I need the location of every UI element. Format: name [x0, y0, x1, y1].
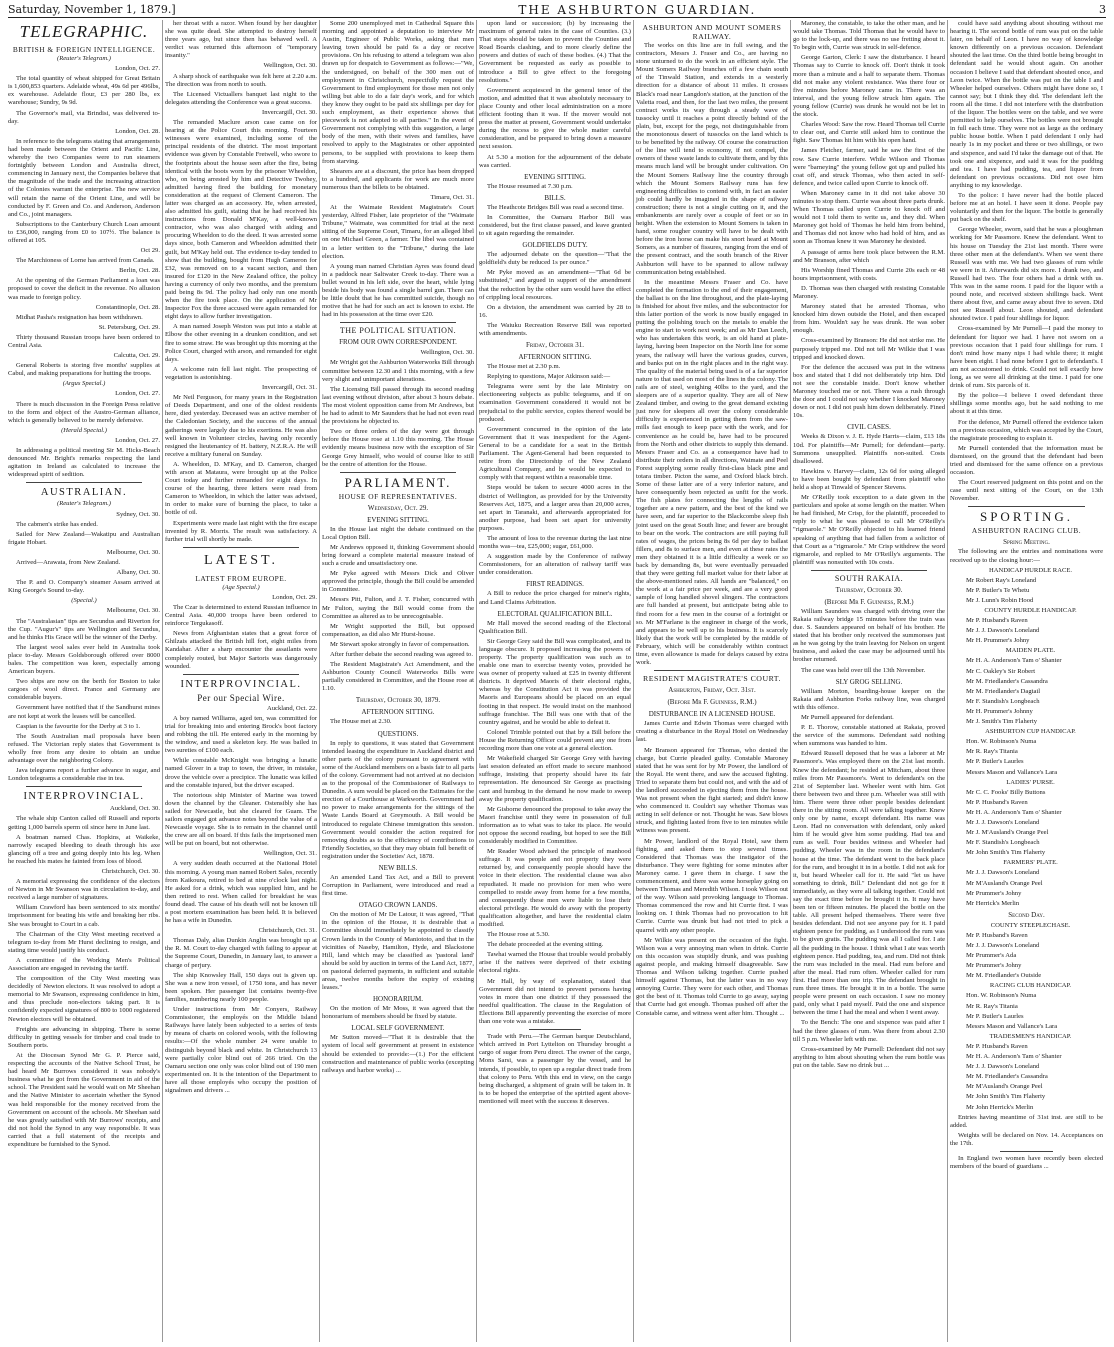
article-paragraph: Mr Hall moved the second reading of the Electoral Qualification Bill. — [479, 619, 631, 635]
newspaper-title: THE ASHBURTON GUARDIAN. — [518, 2, 757, 17]
article-paragraph: A committee of the Working Men's Political Association are engaged in revising the tariff. — [8, 956, 160, 972]
race-entry: Mr F. Standish's Longbeach — [966, 839, 1040, 847]
article-paragraph: Maroney stated that he arrested Thomas, who knocked him down outside the Hotel, and then escaped from him. Wouldn't say he was drunk. He was sober enough. — [793, 303, 945, 335]
race-entry: Mr C. Oakley's Sir Robert — [966, 667, 1036, 675]
article-paragraph: The notorious ship Minister of Marine was towed down the channel by the Gleaner. Ostensibly she has sailed for Newcastle, but she cleared for Guam. The sailors engaged got advance notes beyond the value of a Newcastle voyage. She is to remain in the channel until the crew are all on board. If this fails the imprisoned men will be put on board, but not otherwise. — [165, 791, 317, 848]
section-heading-sporting: SPORTING. — [979, 509, 1074, 525]
sitting-heading: EVENING SITTING. — [524, 172, 586, 181]
article-paragraph: Mr Stewart spoke strongly in favor of compensation. — [330, 640, 470, 648]
dateline: Wellington, Oct. 30. — [263, 62, 317, 70]
dateline: St. Petersburg, Oct. 29. — [98, 323, 160, 331]
article-paragraph: For the defence the accused was put in the witness box and stated that I did not deliberately trip him. Did not see the constable inside. Don't know whether Maroney touched me or not. There was a rush through the door and I could not say whether I knocked Maroney down or not. I did not push him down deliberately. Fined 10s. — [793, 363, 945, 420]
article-paragraph: A. Wheeldon, D. M'Kay, and D. Cameron, charged with arson at Mataura, were brought up at the Police Court today and further remanded for eight days. In course of the hearing, three letters were read from Cameron to Wheeldon, in which the latter was advised, in order to make sure of burning the place, to take a bottle of oil. — [165, 460, 317, 517]
race-entry: Hon. W. Robinson's Numa — [966, 992, 1037, 1000]
dateline: Christchurch, Oct. 30. — [101, 867, 160, 875]
meeting-heading: Second Day. — [1008, 910, 1045, 919]
article-paragraph: Some 200 unemployed met in Cathedral Square this morning and appointed a deputation to interview Mr Austin, Engineer of Public Works, asking that men leaving town should be paid 6s a day or receive provisions. On his refusing to attend a telegram was also drawn up for despatch to Government as follows:—"We, the undersigned, on behalf of the 300 men out of employment in Christchurch, respectfully request the Government to find employment for those men not only willing but able to do a fair day's work, and for which they know they ought to be paid six shillings per day for such employment, as their experience shows that piecework is not adapted to all parties." In the event of Government not complying with this suggestion, a large body of the men, with their wives and families, have resolved to apply to the Magistrates or other appointed persons, to be supplied with provisions to keep them from starving. — [322, 20, 474, 165]
article-paragraph: Thomas Daly, alias Dunkin Anglin was brought up at the R. M. Court to-day charged with failing to appear at the Supreme Court, Dunedin, in January last, to answer a charge of perjury. — [165, 937, 317, 969]
topic-heading: NEW BILLS. — [378, 863, 418, 872]
article-paragraph: A young man named Christian Ayres was found dead in a paddock near Saltwater Creek to-day. There was a bullet wound in his left side, over the heart, while lying beside his body was found a single barrel gun. There can be little doubt that he has committed suicide, though no motive that he had for such an act is known to exist. He had in his possession at the time over £20. — [322, 262, 474, 319]
article-paragraph: The total quantity of wheat shipped for Great Britain is 1,600,853 quarters. Adelaide wheat, 49s 6d per 496lbs, ex warehouse. Adelaide flour, £3 per 280 lbs, ex warehouse; Sundry, 9s 9d. — [8, 75, 160, 107]
race-entry: Mr Prummer's Johny — [966, 889, 1022, 897]
sitting-date: Wednesday, Oct. 29. — [367, 503, 429, 512]
article-paragraph: The amount of loss to the revenue during the last nine months was—tea, £25,000; sugar, £61,000. — [479, 534, 631, 551]
race-entry: Mr Herrick's Merlin — [966, 899, 1020, 907]
topic-heading: OTAGO CROWN LANDS. — [358, 901, 438, 910]
meeting-heading: Spring Meeting. — [1003, 538, 1050, 547]
race-entries-day-2 — [950, 922, 1103, 1112]
source-line: (Argus Special.) — [62, 380, 106, 388]
article-paragraph: At the Waimate Resident Magistrate's Court yesterday, Alfred Fisher, late proprietor of the "Waimate Tribune," Waimate, was committed for trial at the next sitting of the Supreme Court, Timaru, for an alleged libel on one Michael Green, a farmer. The libel was contained in a letter written to the "Tribune," during the late election. — [322, 204, 474, 260]
article-paragraph: The Marchioness of Lorne has arrived from Canada. — [16, 257, 155, 265]
topic-heading: LOCAL SELF GOVERNMENT. — [351, 1024, 445, 1033]
article-paragraph: Telegrams were sent by the late Ministry on electioneering subjects as public telegrams, and if on examination Government considered it would not be prejudicial to the public service, copies thereof would be produced. — [479, 383, 631, 423]
race-entry: Mr R. Ray's Titania — [966, 1002, 1018, 1010]
dateline: London, Oct. 29. — [272, 593, 317, 601]
dateline: Calcutta, Oct. 29. — [113, 352, 160, 360]
court-bench: (Before Mr F. Guinness, R.M.) — [667, 698, 757, 707]
article-paragraph: her throat with a razor. When found by her daughter she was quite dead. She attempted to destroy herself three years ago, but since then has behaved well. A verdict was returned this afternoon of "temporary insanity." — [165, 20, 317, 60]
article-paragraph: When Maroney came in it did not take above 30 minutes to stop them. Currie was about three parts drunk. When Thomas called upon Currie to knock off and would not I told them to write us, and they did. When Maroney got hold of Thomas he held him from behind, and Thomas did not know who had hold of him, and as soon as Thomas knew it was Maroney he desisted. — [793, 189, 945, 246]
section-divider — [811, 570, 927, 571]
article-paragraph: In Committee, the Oamaru Harbor Bill was considered, but the first clause passed, and leave granted to sit again regarding the remainder. — [479, 213, 631, 238]
article-paragraph: The Licensed Victuallers banquet last night to the delegates attending the Conference was a great success. — [165, 90, 317, 106]
article-paragraph: Mr Neil Ferguson, for many years in the Registration of Deeds Department, and one of the oldest residents here, died yesterday. Deceased was an active member of the Caledonian Society, and the success of the annual gatherings were largely due to his exertions. He was also well known in Volunteer circles, having only recently resigned the lieutenantcy of H. battery, N.Z.R.A. He will receive a military funeral on Sunday. — [165, 394, 317, 458]
dateline: Albany, Oct. 30. — [116, 569, 160, 577]
masthead — [8, 2, 1106, 18]
section-divider — [968, 506, 1085, 507]
article-paragraph: At the opening of the German Parliament a loan was proposed to cover the deficit in the revenue. No allusion was made to foreign policy. — [8, 277, 160, 301]
column-3 — [320, 20, 477, 1342]
article-paragraph: A sharp shock of earthquake was felt here at 2.20 a.m. The direction was from north to south. — [165, 72, 317, 88]
race-title: TRADESMEN'S HANDICAP. — [989, 1032, 1072, 1040]
race-entry: Mr J. J. Dawson's Loneland — [966, 818, 1040, 826]
race-entry: Mr Robert Ray's Loneland — [966, 576, 1037, 584]
article-paragraph: D. Thomas was then charged with resisting Constable Maroney. — [793, 284, 945, 300]
article-paragraph: Mr Branson appeared for Thomas, who denied the charge, but Currie pleaded guilty. Constable Maroney stated that he was sent for by Mr Power, the landlord of the Royal. He went there, and saw the accused fighting. Tried to separate them but could not, and with the aid of the landlord succeeded in ejecting them from the house. Was not present when the fight started; and didn't know who commenced it. Couldn't say whether Thomas was acting in self defence or not. Thought he was. Saw blows struck, and fighting lasted from five to ten minutes while witness was present. — [636, 746, 788, 835]
article-paragraph: Mr Pyke moved as an amendment—"That 6d be substituted," and argued in support of the amendment that the reduction by the other sum would have the effect of crippling local resources. — [479, 269, 631, 301]
article-paragraph: Maroney, the constable, to take the other man, and he would take Thomas. Told Thomas that he would have to go to the lock-up, and there was no use fretting about it. To begin with, Currie was struck in self-defence. — [793, 20, 945, 52]
article-paragraph: The Czar is determined to extend Russian influence in Central Asia. 40,000 troops have been ordered to reinforce Tergukasoff. — [165, 604, 317, 628]
page-number: 3 — [1098, 3, 1106, 16]
column-4 — [477, 20, 634, 1342]
race-entry: Mr M. Friedlander's Cassandra — [966, 677, 1048, 685]
article-paragraph: The Heathcote Bridges Bill was read a second time. — [487, 203, 624, 211]
article-paragraph: Mr Gisborne denounced the proposal to take away the Maori franchise until they were in possession of full information as to what was to take its place. He would not oppose the second reading, but hoped to see the Bill considerably modified in Committee. — [479, 805, 631, 846]
section-divider — [529, 1029, 581, 1030]
case-heading: SLY GROG SELLING. — [835, 677, 903, 686]
article-paragraph: Mr Power, landlord of the Royal Hotel, saw them fighting, and asked them to stop several times. Considered that Thomas was the instigator of the disturbance. They were fighting for some minutes after Maroney came. I gave them in charge. I saw the commencement, and there was some horseplay going on between Thomas and Meredith Wilson. I took Wilson out of the way. Wilson said provoking language to Thomas. Thomas commenced the row and hit Currie first. I was looking on. I think Thomas had no provocation to hit Currie. Currie was drunk but had not tried to pick a quarrel with any other people. — [636, 837, 788, 934]
article-paragraph: Experiments were made last night with the fire escape invented by R. Morris. The result was satisfactory. A further trial will shortly be made. — [165, 519, 317, 543]
article-paragraph: Mr Pyke agreed with Messrs Dick and Oliver approved the principle, though the Bill could be amended in Committee. — [322, 570, 474, 594]
source-line: (Reuter's Telegram.) — [57, 55, 111, 62]
source-line: (Herald Special.) — [61, 426, 107, 434]
column-1 — [6, 20, 163, 1342]
article-paragraph: Sir George Grey said the Bill was complicated, and its language obscure. It proposed increasing the powers of property. The property qualification was such as to enable one man to exercise twenty votes, provided he was owner of property valued at £25 in twenty different districts. It deprived Maoris of their electoral rights, whereas by the Constitution Act it was provided the Maoris and Europeans should be placed on an equal footing in that respect. He would insist on the manhood suffrage franchise. The Bill was one with that of the country against, and he would be able to defeat it. — [479, 637, 631, 726]
article-paragraph: Caspian is the favourite for the Derby at 3 to 1. — [16, 722, 141, 730]
race-entry: Mr P. Butler's Te Whetu — [966, 586, 1030, 594]
article-paragraph: The Resident Magistrate's Act Amendment, and the Ashburton County Council Waterworks Bills were partially considered in Committee, and the House rose at 1.10. — [322, 661, 474, 693]
article-paragraph: The House resumed at 7.30 p.m. — [487, 182, 573, 190]
section-subheading: LATEST FROM EUROPE. — [195, 573, 287, 583]
section-heading-australian: AUSTRALIAN. — [40, 487, 128, 499]
article-paragraph: could have said anything about shouting without me hearing it. The second bottle of rum was put on the table later, on behalf of Leon. I have no way of knowledge known differently on a previous occasion. Defendant shouted the last time. On the third bottle being brought in defendant said he would shout again. On another occasion I believe I said that defendant shouted once, and Leon twice. When the bottle was put on the table I and Wheeler helped ourselves. Others might have done so, I cannot say; but I think they did. The defendant left the room all the time. I did not interfere with the distribution of the liquor. The bottles were on the table, and we were permitted to help ourselves. The bottles were not brought in full each time. They were not as large as the ordinary public house bottle. When I paid defendant I only had nearly 1s in my pocket and three or two shillings, or two and sixpence, and said I'd take the damage out of that. He took one and sixpence, and said it was for the pudding and tea. I have had pudding, tea, and liquor from defendant on previous occasions. Did not owe him anything to my knowledge. — [950, 20, 1103, 189]
article-paragraph: Mr Wright got the Ashburton Waterworks Bill through committee between 12.30 and 1 this morning, with a few very slight and unimportant alterations. — [322, 359, 474, 383]
article-paragraph: The largest wool sales ever held in Australia took place to-day. Messrs Goldsborough offered over 8000 bales. The competition was keen, especially among American buyers. — [8, 643, 160, 676]
dateline: Christchurch, Oct. 31. — [258, 927, 317, 935]
article-paragraph: The following are the entries and nominations were received up to the closing hour:— — [950, 548, 1103, 564]
section-heading-interprovincial: INTERPROVINCIAL. — [23, 791, 145, 803]
section-divider — [340, 322, 456, 323]
article-paragraph: Mr Purnell contended that the information must be dismissed, on the ground that the defendant had been tried and dismissed for the same offence on a previous occasion. — [950, 444, 1103, 477]
article-paragraph: The whale ship Canton called off Russell and reports getting 1,000 barrels sperm oil since here in June last. — [8, 815, 160, 831]
dateline: London, Oct. 27. — [115, 436, 160, 444]
section-divider — [1000, 1151, 1053, 1152]
article-paragraph: The cabmen's strike has ended. — [16, 520, 98, 528]
race-entry: Mr H. A. Anderson's Tam o' Shanter — [966, 657, 1062, 665]
race-entries-day-1 — [950, 567, 1103, 908]
race-title: RACING CLUB HANDICAP. — [989, 982, 1072, 990]
race-entry: Mr John Smith's Tim Flaherty — [966, 849, 1046, 857]
article-paragraph: In England two women have recently been elected members of the board of guardians ... — [950, 1154, 1103, 1171]
article-paragraph: A boatman named Chas. Hopkins, at Waikeke, narrowly escaped bleeding to death through his axe glancing off a tree and going deeply into his leg. When he reached his mates he fainted from loss of blood. — [8, 833, 160, 865]
race-entry: Mr John Smith's Tim Flaherty — [966, 1093, 1046, 1101]
article-paragraph: The ship Knowsley Hall, 150 days out is given up. She was a new iron vessel, of 1750 tons, and has never been spoken. Her passenger list contains twenty-five families, numbering nearly 100 people. — [165, 971, 317, 1003]
section-subheading: ASHBURTON RACING CLUB. — [971, 526, 1082, 536]
race-title: COUNTY STEEPLECHASE. — [990, 921, 1071, 929]
race-entry: Mr M. Friedlander's Cassandra — [966, 1073, 1048, 1081]
article-paragraph: The Governor's mail, via Brindisi, was delivered to-day. — [8, 109, 160, 125]
article-paragraph: George Wheeler, sworn, said that he was a ploughman working for Mr Passmore. Knew the defendant. Went to his house on Tuesday the 21st last month. There were three other men at the defendant's. When we went there Russell was with me. We had two glasses of rum while we were in it. Afterwards did six more. I drank two, and Russell had two. The four others had a drink with us. This was in the same room. I paid for the liquor with a pound note, and received sixteen shillings back. Went there about five, and came away about five to seven. Did not see Russell about. Leon shouted, and defendant shouted twice. I paid four shillings for liquor. — [950, 226, 1103, 323]
article-paragraph: Cross-examined by Mr Purnell—I paid the money to defendant for liquor we had. I have not sworn on a previous occasion that I paid four shillings for rum. I don't mind how many nips I had while there; it might have been eight. I had none before I got to defendant's. I am not accustomed to drink. Could not tell exactly how long, as we were all drinking at the time. I paid for one drink of rum. Six parcels of it. — [950, 325, 1103, 390]
article-paragraph: Two or three orders of the day were got through before the House rose at 1.10 this morning. The House evidently means business now with the exception of Sir George Grey himself, who would of course like to still be the centre of attention for the House. — [322, 428, 474, 468]
section-subheading: HOUSE OF REPRESENTATIVES. — [338, 491, 458, 501]
race-entry: Mr M'Ausland's Orange Peel — [966, 879, 1043, 887]
article-paragraph: Cross-examined by Branson: He did not strike me. He purposely tripped me. Did not tell Mr Wilkie that I was tripped and knocked down. — [793, 337, 945, 361]
article-paragraph: Shearers are at a discount, the price has been dropped to a hundred, and applicants for work are much more numerous than the billets to be obtained. — [322, 167, 474, 191]
race-title: LADIES' PURSE. — [1006, 778, 1055, 786]
race-entry: Mr J. J. Dawson's Loneland — [966, 869, 1040, 877]
race-entry: Mr H. Prummer's Johnny — [966, 707, 1033, 715]
section-divider — [26, 786, 142, 787]
article-paragraph: Freights are advancing in shipping. There is some difficulty in getting vessels for timber and coal trade to Southern ports. — [8, 1025, 160, 1049]
section-divider — [183, 547, 299, 548]
article-paragraph: The "Australasian" tips are Secundus and Riverton for the Cup. "Augur's" tips are Wellington and Secundus, and he thinks His Grace will be the winner of the Derby. — [8, 617, 160, 641]
article-paragraph: An amended Land Tax Act, and a Bill to prevent Corruption in Parliament, were introduced and read a first time. — [322, 873, 474, 898]
dateline: London, Oct. 28. — [115, 127, 160, 135]
article-paragraph: At the Diocesan Synod Mr G. P. Pierce said, respecting the accounts of the Native School Trust, he had heard Mr Burrows considered it was nobody's business what he got from the Government in aid of the school. The President said he would wait on Mr Sheehan and the Native Minister to ascertain whether the Synod was held responsible for the money received from the Government on account of the schools. Mr Sheehan said he was greatly satisfied with Mr Burrows' receipts, and did not hold the Synod in any way responsible. It was carried that a full statement of the receipts and expenditure be furnished to the Synod. — [8, 1051, 160, 1148]
race-entry: Hon. W. Robinson's Numa — [966, 738, 1037, 746]
court-date: Thursday, October 30. — [835, 585, 903, 594]
race-title: COUNTY HURDLE HANDICAP. — [984, 607, 1077, 614]
race-entry: Mr M. Friedlander's Outside — [966, 972, 1042, 980]
dateline: Invercargill, Oct. 30. — [262, 108, 317, 116]
race-entry: Mr P. Butler's Laurles — [966, 758, 1024, 766]
article-paragraph: By the police—I believe I owed defendant three shillings some months ago, but he said nothing to me about it at this time. — [950, 392, 1103, 416]
article-paragraph: His Worship fined Thomas and Currie 20s each or 48 hours imprisonment, with costs. — [793, 266, 945, 282]
sitting-heading: AFTERNOON SITTING. — [518, 353, 592, 362]
article-paragraph: The Court reserved judgment on this point and on the case until next sitting of the Court, on the 13th November. — [950, 479, 1103, 503]
race-entry: Mr P. Husband's Raven — [966, 798, 1028, 806]
dateline: Oct 29. — [140, 247, 160, 255]
article-paragraph: A very sudden death occurred at the National Hotel this morning. A young man named Robert Sales, recently from Kaikoura, retired to bed at nine o'clock last night. He asked for a drink, which was supplied him, and he then retired to rest. When called for breakfast he was found dead. The cause of his death will not be known till a post mortem examination has been held. It is believed he has a wife in Dunedin. — [165, 860, 317, 925]
sitting-date: Friday, October 31. — [526, 341, 584, 350]
race-title: ASHBURTON CUP HANDICAP. — [985, 728, 1076, 736]
section-subheading: BRITISH & FOREIGN INTELLIGENCE. — [12, 45, 156, 54]
section-subheading: Per our Special Wire. — [197, 692, 285, 703]
article-paragraph: A boy named Williams, aged ten, was committed for trial for breaking into and entering Brock's boot factory and robbing the till. He entered early in the morning by the window, and used a skeleton key. He was bailed in two sureties of £100 each. — [165, 714, 317, 755]
race-entry: Mr J. J. Dawson's Loneland — [966, 1063, 1040, 1071]
column-2 — [163, 20, 320, 1342]
article-paragraph: Replying to questions, Major Atkinson said:— — [487, 373, 611, 381]
article-paragraph: The works on this line are in full swing, and the contractors, Messrs J. Fraser and Co., are having no stone unturned to do the work in an efficient style. The Mount Somers Railway branches off a few chain south of the Tinwald Station, and extends in a westerly direction for a distance of about 11 miles. It crosses Black's road near Langdon's station, at the junction of the Valetta road, and then, for the last two miles, the present contract works its way through a steady wave of tussocky until it reaches a point directly behind of the plain, but, except for the pegs, not distinguishable from the monotonous desert of tussocks on the land which is to be benefited by the railway. Of course the construction of the line will tend to economy, if not compel, the owners of these waste lands to cultivate them, and by this means much land will be brought under cultivation. On the Mount Somers Railway line the country through which the Mount Somers Railway runs has few engineering difficulties to contend with, in fact an easier job could hardly be imagined in the shape of railway construction; there is not a single cutting on it, and the embankments are rarely over a couple of feet or so in height. When the extension to Mount Somers is taken in hand, some rougher country will have to be dealt with before the iron horse can make his snort heard at Mount Somers, as a number of fissures, ranging from the end of the present contract, and the south branch of the River Ashburton will have to be spanned to allow railway communication being established. — [636, 42, 788, 276]
dateline: Auckland, Oct. 30. — [110, 805, 160, 813]
article-paragraph: Java telegrams report a further advance in sugar, and London telegrams a considerable rise in tea. — [8, 767, 160, 783]
race-title: MAIDEN PLATE. — [1005, 647, 1056, 655]
race-entry: Mr P. Husband's Raven — [966, 931, 1028, 939]
section-divider — [183, 674, 299, 675]
article-paragraph: A Bill to reduce the price charged for miner's rights, and Land Claims Arbitration. — [479, 590, 631, 606]
article-paragraph: Mr Wilkie was present on the occasion of the fight. Wilson was a very annoying man when in drink. Currie on this occasion was stupidly drunk, and was pushing against people, and making himself disagreeable. Saw Thomas and Wilson talking together. Currie pushed himself against Thomas, but the latter was in no way annoying Currie. They were for each other, and Thomas got the best of it. Thomas told Currie to go away, saying that Currie had got enough. Thomas pushed off after the Constable came, and witness went after him. Thought ... — [636, 936, 788, 1017]
article-paragraph: The P. and O. Company's steamer Assam arrived at King George's Sound to-day. — [8, 579, 160, 595]
topic-heading: FIRST READINGS. — [526, 580, 584, 589]
race-entry: Mr H. A. Anderson's Tam o' Shanter — [966, 808, 1062, 816]
case-heading: CIVIL CASES. — [847, 423, 891, 432]
race-entry: Mr P. Husband's Raven — [966, 1042, 1028, 1050]
article-paragraph: George Garton, Clerk: I saw the disturbance. I heard Thomas say to Currie to knock off. Don't think it took more than a minute and a half to separate them. Thomas did not make any violent resistance. Was there four or five minutes before Maroney came in. There was an interval, and the young fellow struck him again. The young fellow (Currie) was drunk he would not be let in the stock. — [793, 54, 945, 119]
race-entry: Mr Prummer's Johny — [966, 962, 1022, 970]
race-title: HANDICAP HURDLE RACE. — [988, 566, 1073, 574]
race-entry: Messrs Mason and Vallance's Lara — [966, 1022, 1058, 1030]
court-date: Ashburton, Friday, Oct. 31st. — [668, 686, 756, 695]
article-paragraph: For the defence, Mr Purnell offered the evidence taken on a previous occasion, which was accepted by the Court, the magistrate proceeding to explain it. — [950, 418, 1103, 442]
race-entry: Mr J. Smith's Tim Flaherty — [966, 718, 1037, 726]
topic-heading: GOLDFIELDS DUTY. — [522, 241, 588, 250]
court-bench: (Before Mr F. Guinness, R.M.) — [824, 597, 914, 606]
race-title: FARMERS' PLATE. — [1003, 859, 1058, 867]
article-paragraph: Messrs Pitt, Fulton, and J. T. Fisher, concurred with Mr Fulton, saying the Bill would come from the Committee as altered as to be unrecognisable. — [322, 596, 474, 620]
article-paragraph: William Crawford has been sentenced to six months' imprisonment for beating his wife and breaking her ribs. She was brought to Court in a cab. — [8, 904, 160, 928]
article-paragraph: James Fletcher, farmer, said he saw the first of the row. Saw Currie interfere. While Wilson and Thomas were "barneying" the young fellow got up and pulled his coat off, and struck Thomas, who then acted in self-defence, and twice called upon Currie to knock off. — [793, 147, 945, 187]
issue-date: Saturday, November 1, 1879.] — [8, 3, 176, 16]
dateline: Berlin, Oct. 28. — [119, 267, 160, 275]
race-entry: Mr R. Ray's Titania — [966, 748, 1018, 756]
article-paragraph: Charles Wood: Saw the row. Heard Thomas tell Currie to clear out, and Currie still asked him to continue the fight. Saw Thomas hit him with his open hand. — [793, 121, 946, 145]
article-paragraph: The debate proceeded at the evening sitting. — [487, 941, 604, 949]
dateline: Invercargill, Oct. 31. — [262, 384, 317, 392]
article-paragraph: The adjourned debate on the question—"That the goldfield's duty be reduced 1s per ounce." — [479, 251, 631, 267]
race-entry: Mr F. Standish's Longbeach — [966, 697, 1040, 705]
race-entry: Mr J. J. Dawson's Loneland — [966, 627, 1040, 635]
article-paragraph: News from Afghanistan states that a great force of Ghilzais attacked the British hill fort, eight miles from Kandahar. After a sharp encounter the assailants were completely routed, but Major Sartoris was dangerously wounded. — [165, 630, 317, 670]
race-entry: Mr M'Ausland's Orange Peel — [966, 1083, 1043, 1091]
dateline: Sydney, Oct. 30. — [116, 510, 160, 518]
section-heading-railway: ASHBURTON AND MOUNT SOMERS RAILWAY. — [642, 23, 782, 41]
article-paragraph: Government have notified that if the Sandhurst mines are not kept at work the leases will be cancelled. — [8, 704, 160, 720]
article-paragraph: Subscriptions to the Canterbury Church Loan amount to £36,000, ranging from £0 to 107½. The balance is offered at 105. — [8, 220, 160, 244]
article-paragraph: A suggestion made by the Conference of railway Commissioners, for an alteration of railway tariff was under consideration. — [479, 553, 631, 577]
race-entry: Mr J. J. Dawson's Loneland — [966, 942, 1040, 949]
dateline: London, Oct. 27. — [115, 65, 160, 73]
article-paragraph: A memorial expressing the confidence of the electors of Newton in Mr Swanson was in circulation to-day, and received a large number of signatures. — [8, 878, 160, 902]
article-paragraph: Sailed for New Zealand—Wakatipu and Australian frigate Hobart. — [8, 530, 160, 546]
dateline: Auckland, Oct. 22. — [267, 704, 317, 712]
column-7 — [948, 20, 1105, 1342]
article-paragraph: Arrived—Arawata, from New Zealand. — [16, 558, 121, 566]
article-paragraph: The House met at 2.30 p.m. — [487, 363, 561, 371]
dateline: Wellington, Oct. 31. — [263, 850, 317, 858]
race-entry: Mr H. A. Anderson's Tam o' Shanter — [966, 1053, 1062, 1061]
topic-heading: BILLS. — [544, 193, 566, 202]
article-paragraph: A welcome rain fell last night. The prospecting of vegetation is astonishing. — [165, 365, 317, 381]
article-paragraph: Two ships are now on the berth for Boston to take cargoes of wool direct. France and Germany are considerable buyers. — [8, 678, 160, 702]
race-entry: Mr John Herrick's Merlin — [966, 1103, 1034, 1111]
article-paragraph: Government concurred in the opinion of the late Government that it was inexpedient for the Agent-General to be a candidate for a seat in the British Parliament. The Agent-General had been requested to retire from the Directorship of the New Zealand Agricultural Company, and he would be expected to comply with that request within a reasonable time. — [479, 425, 631, 482]
article-paragraph: To the Bench: The one and sixpence was paid after I had the three glasses of rum. Was there from about 2.30 till 5 p.m. Wheeler left with me. — [793, 1019, 945, 1043]
article-paragraph: The case was held over till the 13th November. — [801, 666, 926, 674]
column-grid — [6, 20, 1108, 1342]
article-paragraph: Under instructions from Mr Conyers, Railway Commissioner, the employés on the Middle Island Railways have lately been subjected to a series of tests by means of charts on colored wools, with the following results:—Of the whole number 24 were unable to distinguish beyond black and white. In Christchurch 13 were partially color blind out of 266 tried. On the Oamaru section one only was color blind out of 190 men experimented on. It is the intention of the Department to have all those employés who occupy the position of signalmen and drivers ... — [165, 1006, 317, 1094]
sitting-heading: AFTERNOON SITTING. — [361, 708, 435, 717]
case-heading: DISTURBANCE IN A LICENSED HOUSE. — [648, 710, 776, 719]
article-paragraph: After further debate the second reading was agreed to. — [330, 651, 473, 658]
section-divider — [26, 482, 142, 483]
article-paragraph: In addressing a political meeting Sir M. Hicks-Beach denounced Mr. Bright's remarks respecting the land agitation in Ireland as calculated to increase the widespread spirit of sedition. — [8, 447, 160, 479]
race-entry: Mr J. M'Ausland's Orange Peel — [966, 829, 1049, 837]
article-paragraph: A passage of arms here took place between the R.M. and Mr Branson, after which — [793, 248, 945, 264]
section-heading-south-rakaia: SOUTH RAKAIA. — [834, 573, 904, 583]
race-entry: Mr P. Husband's Raven — [966, 617, 1028, 625]
article-paragraph: Tawhai warned the House that trouble would probably arise if the natives were deprived of their existing electoral rights. — [479, 951, 631, 975]
article-paragraph: The House met at 2.30. — [330, 718, 392, 726]
article-paragraph: In the meantime Messrs Fraser and Co. have completed the formation to the end of their engagement, the ballast is on the line throughout, and the plate-laying is finished for about five miles, and the subcontractor for this latter portion of the work is now busily engaged in putting the polishing touch on the metals to enable the engine to start to work next week; and as Mr Dan Leech, who has undertaken this work, is an old hand at plate-laying, having been Inspector on the North line for some years, the railway will have the various grades, curves, and banks put on in the right places and in the right way. The quality of the material being used is of a far superior nature to that used on most of the lines in the colony. The rails are of steel, weighing 40lbs to the yard, and the sleepers are of a superior quality. They are all of New Zealand timber, and owing to the great demand existing just now for sleepers all over the colony considerable difficulty is experienced in getting them from the saw-mills fast enough to keep pace with the work, and for convenience as he could be, have had to be procured from the North and other districts to supply this demand. Messrs Fraser and Co. as a consequence have had to distribute their orders in all directions, Waimate and Peel Forest supplying some really first-class black pine and totara timber. Picton the same, and Oxford black birch. Some of these latter are of a very inferior nature, and have consequently been rejected as unfit for the work. The fish plates for connecting the lengths of rails together are a new pattern, and the best of the kind we have seen, and far superior to the Blackcombe sleep fish joint used on the great South line; and fewer are brought to bear on the work. The contractors are still paying full rates of wages, the prices being 8s 6d per day to ballast fillers, and 8s to surface men, and even at these rates the men they obtained it is a little difficulty a week or so back by demanding 8s, but were eventually persuaded that they were getting full market value for their labor at the above-mentioned rates. All hands are "balanced," on the work at a fair price per week, and are a very good sample of long handled shovel slingers. The contractors are full handed at present, but anticipate being able to find room for a few men in the course of a fortnight or so. Mr M'Farlane is the engineer in charge of the work, and appears to be well up to his business. It is scarcely likely that the work will be completed by the middle of February, which will be considerably within contract time, even allowance is made for delays caused by extra work. — [636, 278, 788, 667]
article-paragraph: William Saunders was charged with driving over the Rakaia railway bridge 15 minutes before the train was due. S. Saunders appeared on behalf of his brother. He stated that his brother only received the summonses just as he was going by the train leaving for Nelson on urgent business, and asked the case may be adjourned until his brother returned. — [793, 607, 945, 664]
article-paragraph: Mr Reader Wood advised the principle of manhood suffrage. It was people and not property they were returned by, and consequently people should have the voice in their election. The residential clause was also repudiated. It made no provision for men who were compelled to reside away from home for a few months, and consequently these men were liable to lose their electoral privilege. He would do away with the property qualification altogether, and have the residential claim modified. — [479, 848, 631, 928]
sitting-date: Thursday, October 30, 1879. — [355, 696, 441, 705]
article-paragraph: A man named Joseph Weston was put into a stable at Elbow the other evening in a drunken condition, and set fire to some straw. He was brought up this morning at the Police Court, charged with arson, and remanded for eight days. — [165, 323, 317, 363]
article-paragraph: There is much discussion in the Foreign Press relative to the form and object of the Austro-German alliance, which is generally believed to be merely defensive. — [8, 400, 160, 424]
article-paragraph: In reference to the telegrams stating that arrangements had been made between the Orient and Pacific Line, whereby the two Companies were to run steamers fortnightly between London and Australia direct, commencing in January next, the Companies believe that the magnitude of the trade and the increasing attraction of the Colonies warrant the enterprise. The new service will retain the name of the Orient Line, and will be conducted by F. Green and Co. and Anderson, Anderson and Co., joint managers. — [8, 137, 160, 218]
article-paragraph: Midhat Pasha's resignation has been withdrawn. — [16, 313, 143, 321]
article-paragraph: Weeks & Dixon v. J. E. Hyde Harris—claim, £13 18s 10d. For plaintiffs—Mr Purnell; for defendant—party. Summons unsupplied. Plaintiffs non-suited. Costs disallowed. — [793, 433, 945, 465]
article-paragraph: Edward Russell deposed that he was a laborer at Mr Passmore's. Was employed there on the 21st last month. Knew the defendant; he resided at Mitcham, about three miles from Mr Passmore's. Went to defendant's on the 21st of September last. Wheeler went with him. Got there between two and three p.m. Wheeler was still with him. There were three other people besides defendant there in the sitting room. All were talking together. Knew only one by name, except defendant. His name was Leon. Had no conversation with defendant, only asked him if he would give him some pudding. Had tea and rum as well. Four besides witness and Wheeler had pudding. Wheeler was in the room in the defendant's house at the time. The defendant went to the back place for the rum, and brought it in in a bottle. I did not ask for it, but heard Wheeler call for it. He said "let us have something to drink, Bill." Defendant did not go for it immediately, as they were all talking together. Could not say the exact time before he brought it in. It may have been ten or fifteen minutes. He placed the bottle on the table. All present helped themselves. There were five besides defendant. Did not see anyone pay for it. I paid eighteen pence for pudding, as I understood the rum was to be given gratis. The pudding was all I called for. I ate all the pudding in the house. I think what I ate was worth eighteen pence. Had pudding, tea, and rum. Did not think the rum was included in the meal. Had rum before and after the meal. Had rum often. Wheeler called for rum first. Had more than one trip. The defendant brought in rum three times. He brought it in in a bottle. The same people were present on each occasion. I saw no money paid, only what I paid myself. Paid the one and sixpence between the time I had the meal and when I went away. — [793, 750, 945, 1017]
article-paragraph: Mr Wright supported the Bill, but opposed compensation, as did also Mr Hurst-house. — [322, 622, 474, 638]
article-paragraph: Mr Wakefield charged Sir George Grey with having last session defeated an effort made to secure manhood suffrage, insisting that property should have its fair representation. He denounced Sir George as practising cant and humbug in the demand he now made to sweep away the property qualification. — [479, 755, 631, 803]
race-entry: Mr Prummer's Ada — [966, 952, 1017, 960]
topic-heading: HONORARIUM. — [373, 995, 423, 1004]
dateline: Melbourne, Oct. 30. — [106, 548, 160, 556]
section-heading-telegraphic: TELEGRAPHIC. — [19, 22, 149, 41]
article-paragraph: On a division, the amendment was carried by 28 to 16. — [479, 303, 631, 319]
article-paragraph: upon land or succession; (b) by increasing the maximum of general rates in the case of Counties. (3.) That steps should be taken to prevent the Counties and Road Boards clashing, and to more clearly define the powers and duties of each of these bodies. (4.) That the Government be requested as early as possible to introduce a Bill to give effect to the foregoing resolutions." — [479, 20, 631, 84]
column-6 — [791, 20, 948, 1342]
race-entry: Mr H. Prummer's Johny — [966, 637, 1030, 645]
article-paragraph: On the motion of Mr De Latour, it was agreed, "That in the opinion of the House, it is desirable that a Committee should immediately be appointed to classify Crown lands in the County of Maniototo, and that in the vicinities of Naseby, Hamilton, Hyde, and Blackstone Hill, land which may be classified as 'pastoral land' should be sold by auction in terms of the Land Act, 1877, on pastoral deferred payments, in sufficient and suitable areas, twelve months before the expiry of existing leases." — [322, 911, 474, 992]
section-divider — [340, 472, 456, 473]
article-paragraph: While constable McKnight was bringing a lunatic named Glover in a trap to town, the driver, in mistake, drove the vehicle over a precipice. The lunatic was killed and the constable injured, but the driver escaped. — [165, 757, 317, 789]
article-paragraph: The Waiuku Recreation Reserve Bill was reported with amendments. — [479, 321, 631, 337]
article-paragraph: Mr Hall, by way of explanation, stated that Government did not intend to prevent persons having votes in more than one district if they possessed the needful qualification. The clause in the Regulation of Elections Bill apparently preventing the exercise of more than one vote was a mistake. — [479, 977, 631, 1026]
article-paragraph: General Roberts is storing five months' supplies at Cabul, and making preparations for hutting the troops. — [8, 362, 160, 378]
article-paragraph: William Morton, boarding-house keeper on the Rakaia and Ashburton Forks railway line, was charged with this offence. — [793, 687, 945, 711]
section-subheading: FROM OUR OWN CORRESPONDENT. — [339, 338, 457, 347]
section-heading-political-situation: THE POLITICAL SITUATION. — [339, 326, 457, 336]
article-paragraph: At 5.30 a motion for the adjournment of the debate was carried. — [479, 153, 631, 169]
article-paragraph: The Licensing Bill passed through its second reading last evening without division, after about 3 hours debate. The most violent opposition came from Mr Andrews, but he had to admit to Mr Saunders that he had not even read the provisions he objected to. — [322, 385, 474, 426]
race-entry: Messrs Mason and Vallance's Lara — [966, 768, 1058, 776]
source-line: (Age Special.) — [222, 583, 260, 591]
article-paragraph: The composition of the City West meeting was decidedly of Newton electors. It was resolved to adopt a memorial to Mr Swanson, expressing confidence in him, and thus preclude non-electors taking part. It is confidently expected signatures of 800 to 1000 registered Newton electors will be obtained. — [8, 975, 160, 1023]
article-paragraph: Trade with Peru.—The German barque Deutschland, which arrived in Port Lyttelton on Thursday brought a cargo of sugar from Peru direct. The owner of the cargo, Mons Sarsi, was a passenger by the vessel, and he intends, if possible, to open up a regular direct trade from that colony to Peru. With this end in view, on the cargo being discharged, a shipment of grain will be taken in. It is to be hoped the enterprise of the spirited agent above-mentioned will meet with the success it deserves. — [479, 1033, 631, 1105]
article-paragraph: The South Australian mail proposals have been refused. The Victorian reply states that Government is wholly free from any desire to obtain an undue advantage over the neighboring Colony. — [8, 732, 160, 765]
article-paragraph: Entries having meantime of 31st inst. are still to be added. — [950, 1113, 1103, 1129]
article-paragraph: In reply to questions, it was stated that Government intended leasing the expenditure in Auckland district and other parts of the colony pursuant to agreement with some of the Auckland members on a basis fair to all parts of the colony. Government had not arrived at no decision as to the proposal of the Commissioner of Railways to Dunedin. A sum would be placed on the Estimates for the erection of a Courthouse at Warkworth. Government had no power to make arrangements for the sittings of the Waste Lands Board at Greymouth. A Bill would be introduced to regulate Chinese immigration this session. Government would consider the action required for removing doubts as to the efficiency of contributions to Friendly Societies, so that they may obtain full benefit of registration under the Societies' Act, 1878. — [322, 739, 474, 860]
article-paragraph: Colonel Trimble pointed out that by a Bill before the House the Returning Officer could prevent any one from recording more than one vote at a general election. — [479, 728, 631, 753]
article-paragraph: Mr Andrews opposed it, thinking Government should bring forward a complete material measure instead of such a crude and unsatisfactory one. — [322, 543, 474, 568]
source-line: (Special.) — [71, 597, 97, 605]
article-paragraph: P. E. Thorow, constable stationed at Rakaia, proved the service of the summons. Defendant said nothing when summons was handed to him. — [793, 724, 945, 748]
article-paragraph: Government acquiesced in the general tenor of the motion, and admitted that it was absolutely necessary to place County and other local administration on a more efficient footing than it was. If the mover would not press the matter at present, Government would undertake during the recess to give the whole matter careful consideration, and be prepared to bring down a measure next session. — [479, 86, 631, 151]
article-paragraph: The House rose at 5.30. — [487, 931, 550, 939]
dateline: Constantinople, Oct. 28. — [95, 303, 160, 311]
article-paragraph: Steps would be taken to secure 4000 acres in the district of Wellington, as provided for by the University Reserves Act, 1875, and a larger area than 20,000 acres, set apart in Taranaki, and afterwards appropriated for another purpose, had been set apart for university purposes. — [479, 484, 631, 532]
sitting-heading: EVENING SITTING. — [367, 515, 429, 524]
article-paragraph: In the House last night the debate continued on the Local Option Bill. — [322, 525, 474, 541]
dateline: London, Oct. 27. — [115, 390, 160, 398]
section-heading-interprovincial: INTERPROVINCIAL. — [180, 678, 302, 690]
race-entry: Mr P. Butler's Laurles — [966, 1012, 1024, 1020]
section-heading-parliament: PARLIAMENT. — [344, 474, 452, 490]
article-paragraph: Cross-examined by Mr Purnell: Defendant did not say anything to him about shouting when the rum bottle was put on the table. Saw no drink but ... — [793, 1045, 945, 1069]
source-line: (Reuter's Telegram.) — [57, 500, 111, 508]
article-paragraph: Mr O'Reilly took exception to a date given in the particulars and spoke at some length on the matter. When he had finished, Mr Crisp, for the plaintiff, proceeded to reply to what he was pleased to call Mr O'Reilly's "rigmarole." Mr O'Reilly objected to his learned friend speaking of anything that had fallen from a solicitor of that Court as a "rigmarole." Mr Crisp withdrew the word rigmarole, and replied to Mr O'Reilly's arguments. The plaintiff was nonsuited with 10s costs. — [793, 494, 945, 566]
article-paragraph: On the motion of Mr Moss, it was agreed that the honorarium of members should be fixed by statute. — [322, 1005, 474, 1021]
section-heading-latest: LATEST. — [203, 552, 278, 568]
section-divider — [654, 670, 770, 671]
article-paragraph: The Chairman of the City West meeting received a telegram to-day from Mr Hurst declining to resign, and stating time would justify his conduct. — [8, 930, 160, 954]
section-heading-court: RESIDENT MAGISTRATE'S COURT. — [643, 674, 781, 684]
dateline: Melbourne, Oct. 30. — [106, 607, 160, 615]
topic-heading: QUESTIONS. — [377, 729, 419, 738]
topic-heading: ELECTORAL QUALIFICATION BILL. — [497, 609, 613, 618]
article-paragraph: The remanded Maclure arson case came on for hearing at the Police Court this morning. Fourteen witnesses were examined, including some of the principal residents of the district. The most important evidence was given by Constable Fretwell, who swore to the footprints about the house seen after the fire, being identical with the boots worn by the prisoner Wheeldon, who, on being arrested by him and Detective Twohey, admitted having fired the building for monetary consideration at the request of Clement Cameron. The latter was charged as an accessory. He, when arrested, also admitted his guilt, stating that he had received his instructions from Donald M'Kay, a well-known contractor, who was also charged with aiding and procuring Wheeldon to do the deed. It was arrested some days since, both Cameron and Wheeldon admitted their guilt, but M'Kay held out. The evidence to-day tended to show that the building, bought from Hugh Cameron for £32, was removed on to a vacant section, and then insured for £120 in the New Zealand office, the policy having a currency of only two months, and the premium paid being 8s 9d. The policy had only run one month when the fire took place. On the application of Mr Inspector Fox the three accused were again remanded for eight days to allow further investigation. — [165, 119, 317, 321]
dateline: Wellington, Oct. 30. — [420, 349, 474, 357]
dateline: Timaru, Oct. 31. — [430, 193, 474, 201]
article-paragraph: Hawkins v. Harvey—claim, 12s 6d for using alleged to have been bought by defendant from plaintiff who held a shop at Tinwald of Spencer Stevens. — [793, 467, 945, 491]
column-5 — [634, 20, 791, 1342]
article-paragraph: Thirty thousand Russian troops have been ordered to Central Asia. — [8, 333, 160, 349]
article-paragraph: Mr Sutton moved—"That it is desirable that the system of local self government at present in existence should be extended to provide:—(1.) For the efficient construction and maintenance of public works (excepting railways and harbor works) ... — [322, 1034, 474, 1074]
race-entry: Mr C. C. Fooks' Billy Buttons — [966, 788, 1046, 796]
article-paragraph: Mr Purnell appeared for defendant. — [801, 713, 894, 721]
article-paragraph: James Currie and Edwin Thomas were charged with creating a disturbance in the Royal Hotel on Wednesday last. — [636, 720, 788, 744]
article-paragraph: Weights will be declared on Nov. 14. Acceptances on the 17th. — [950, 1131, 1103, 1147]
article-paragraph: To the police: I have never had the bottle placed before me at an hotel. I have seen it done. People pay voluntarily and then for the liquor. The bottle is generally put back on the shelf. — [950, 191, 1103, 224]
race-entry: Mr M. Friedlander's Dagtail — [966, 687, 1041, 695]
race-entry: Mr J. Lunn's Robin Hood — [966, 596, 1034, 604]
